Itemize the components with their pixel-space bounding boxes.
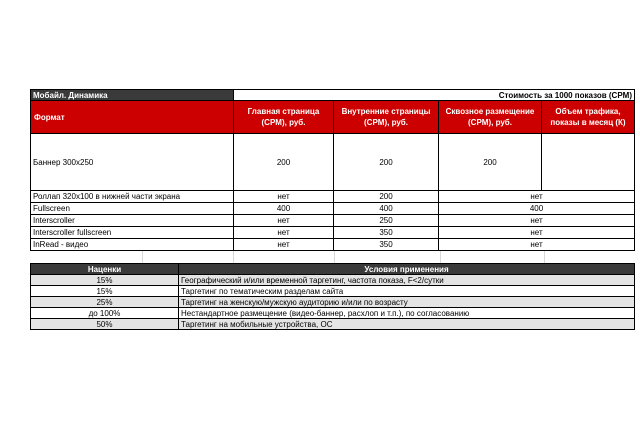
markup-condition: Таргетинг по тематическим разделам сайта xyxy=(179,286,635,297)
through-price-cell: 400 xyxy=(439,203,635,215)
header-markup: Наценки xyxy=(31,264,179,275)
pricing-row xyxy=(31,227,635,239)
header-traffic: Объем трафика, показы в месяц (К) xyxy=(542,101,635,134)
pricing-row xyxy=(31,134,635,191)
format-cell: Баннер 300x250 xyxy=(31,134,234,191)
format-cell: Interscroller fullscreen xyxy=(31,227,234,239)
header-inner-pages: Внутренние страницы (CPM), руб. xyxy=(334,101,439,134)
pricing-row xyxy=(31,191,635,203)
format-cell: Роллап 320x100 в нижней части экрана xyxy=(31,191,234,203)
spreadsheet xyxy=(30,89,634,330)
cost-note: Стоимость за 1000 показов (CPM) xyxy=(234,90,635,101)
inner-price-cell: 350 xyxy=(334,227,439,239)
inner-price-cell: 200 xyxy=(334,134,439,191)
main-price-cell: нет xyxy=(234,215,334,227)
markup-condition: Нестандартное размещение (видео-баннер, расхлоп и т.п.), по согласованию xyxy=(179,308,635,319)
markup-pct: 15% xyxy=(31,286,179,297)
format-cell: Interscroller xyxy=(31,215,234,227)
pricing-row xyxy=(31,239,635,251)
markup-pct: 50% xyxy=(31,319,179,330)
markup-row xyxy=(31,308,635,319)
markup-row xyxy=(31,286,635,297)
format-cell: InRead - видео xyxy=(31,239,234,251)
traffic-cell xyxy=(542,134,635,191)
markup-row xyxy=(31,319,635,330)
through-price-cell: 200 xyxy=(439,134,542,191)
markup-pct: до 100% xyxy=(31,308,179,319)
main-price-cell: нет xyxy=(234,239,334,251)
main-price-cell: нет xyxy=(234,191,334,203)
markups-header-row xyxy=(31,264,635,275)
main-price-cell: 400 xyxy=(234,203,334,215)
inner-price-cell: 400 xyxy=(334,203,439,215)
inner-price-cell: 250 xyxy=(334,215,439,227)
through-price-cell: нет xyxy=(439,191,635,203)
main-price-cell: нет xyxy=(234,227,334,239)
through-price-cell: нет xyxy=(439,215,635,227)
inner-price-cell: 350 xyxy=(334,239,439,251)
markup-row xyxy=(31,297,635,308)
pricing-title-row xyxy=(31,90,635,101)
markups-table xyxy=(30,263,635,330)
header-through: Сквозное размещение (CPM), руб. xyxy=(439,101,542,134)
header-main-page: Главная страница (CPM), руб. xyxy=(234,101,334,134)
format-cell: Fullscreen xyxy=(31,203,234,215)
spacer-row xyxy=(30,251,634,263)
markup-pct: 15% xyxy=(31,275,179,286)
header-conditions: Условия применения xyxy=(179,264,635,275)
markup-condition: Таргетинг на мобильные устройства, ОС xyxy=(179,319,635,330)
markup-condition: Географический и/или временной таргетинг, частота показа, F<2/сутки xyxy=(179,275,635,286)
pricing-row xyxy=(31,203,635,215)
pricing-row xyxy=(31,215,635,227)
markup-condition: Таргетинг на женскую/мужскую аудиторию и/или по возрасту xyxy=(179,297,635,308)
header-format: Формат xyxy=(31,101,234,134)
pricing-title: Мобайл. Динамика xyxy=(31,90,234,101)
pricing-table xyxy=(30,89,635,251)
pricing-header-row xyxy=(31,101,635,134)
through-price-cell: нет xyxy=(439,227,635,239)
main-price-cell: 200 xyxy=(234,134,334,191)
through-price-cell: нет xyxy=(439,239,635,251)
markup-row xyxy=(31,275,635,286)
markup-pct: 25% xyxy=(31,297,179,308)
inner-price-cell: 200 xyxy=(334,191,439,203)
